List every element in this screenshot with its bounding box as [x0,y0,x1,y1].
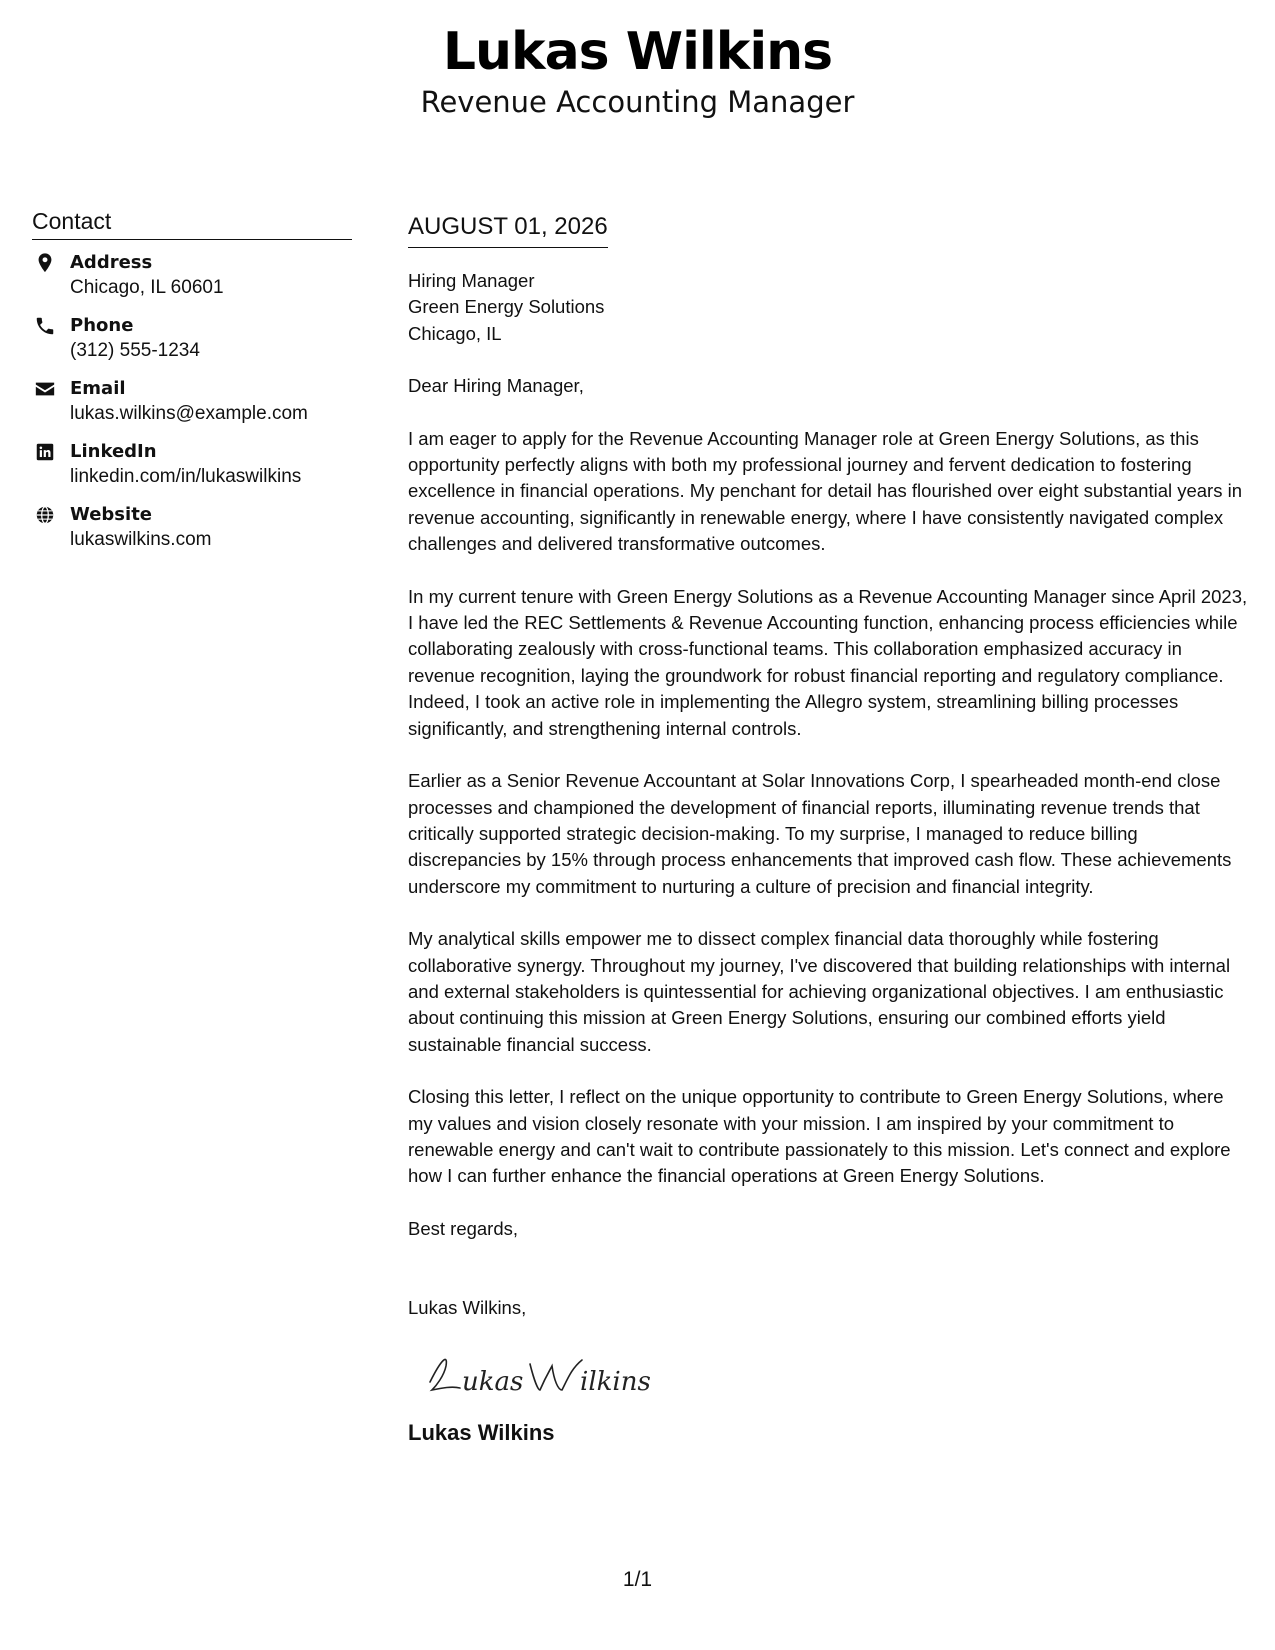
contact-heading: Contact [32,206,352,240]
recipient-line: Chicago, IL [408,322,502,344]
phone-icon [34,315,56,337]
recipient-line: Green Energy Solutions [408,296,605,318]
recipient-block [408,268,1248,347]
contact-value[interactable]: lukaswilkins.com [70,529,212,550]
linkedin-icon [34,441,56,463]
contact-value[interactable]: lukas.wilkins@example.com [70,403,308,424]
contact-value: (312) 555-1234 [70,340,200,361]
map-pin-icon [34,252,56,274]
recipient-line: Hiring Manager [408,270,535,291]
letter-date: AUGUST 01, 2026 [408,210,608,248]
contact-label: Website [70,504,153,525]
contact-item-linkedin [32,439,352,489]
svg-text:ilkins: ilkins [580,1366,651,1397]
signature-image [422,1350,682,1400]
contact-item-phone [32,313,352,363]
applicant-name: Lukas Wilkins [442,22,833,82]
contact-label: Address [70,252,153,273]
contact-item-address [32,250,352,300]
sign-off-name: Lukas Wilkins, [408,1297,527,1319]
body-paragraph: I am eager to apply for the Revenue Accounting Manager role at Green Energy Solutions, as this opportunity perfectly aligns with both my professional journey and fervent dedication to fostering excellence in financial operations. My penchant for detail has flourished over eight substantial years in revenue accounting, significantly in renewable energy, where I have consistently navigated complex challenges and delivered transformative outcomes. [408,427,1243,555]
body-paragraph: Closing this letter, I reflect on the unique opportunity to contribute to Green Energy Solutions, where my values and vision closely resonate with your mission. I am inspired by your commitment to renewable energy and can't wait to contribute passionately to this mission. Let's connect and explore how I can further enhance the financial operations at Green Energy Solutions. [408,1086,1231,1187]
contact-label: Email [70,378,126,399]
applicant-title: Revenue Accounting Manager [420,85,855,119]
contact-value[interactable]: linkedin.com/in/lukaswilkins [70,466,302,487]
contact-item-email [32,376,352,426]
closing: Best regards, [408,1217,519,1239]
envelope-icon [34,378,56,400]
body-paragraph: In my current tenure with Green Energy Solutions as a Revenue Accounting Manager since April 2023, I have led the REC Settlements & Revenue Accounting function, enhancing process efficiencies while collaborating zealously with cross-functional teams. This collaboration emphasized accuracy in revenue recognition, laying the groundwork for robust financial reporting and regulatory compliance. Indeed, I took an active role in implementing the Allegro system, streamlining billing processes significantly, and strengthening internal controls. [408,585,1248,739]
letter-body [408,206,1248,1448]
globe-icon [34,504,56,526]
printed-name: Lukas Wilkins [408,1419,555,1445]
salutation: Dear Hiring Manager, [408,375,584,397]
letter-header [0,22,1275,120]
body-paragraph: Earlier as a Senior Revenue Accountant at Solar Innovations Corp, I spearheaded month-end close processes and championed the development of financial reports, illuminating revenue trends that critically supported strategic decision-making. To my surprise, I managed to reduce billing discrepancies by 15% through process enhancements that improved cash flow. These achievements underscore my commitment to nurturing a culture of precision and financial integrity. [408,770,1232,897]
contact-label: Phone [70,315,134,336]
body-paragraph: My analytical skills empower me to dissect complex financial data thoroughly while fostering collaborative synergy. Throughout my journey, I've discovered that building relationships with internal and external stakeholders is quintessential for achieving organizational objectives. I am enthusiastic about continuing this mission at Green Energy Solutions, ensuring our combined efforts yield sustainable financial success. [408,928,1231,1055]
contact-sidebar [32,206,352,565]
contact-label: LinkedIn [70,441,157,462]
contact-value: Chicago, IL 60601 [70,277,224,298]
contact-item-website [32,502,352,552]
svg-text:ukas: ukas [462,1366,524,1397]
page-number: 1/1 [622,1568,653,1591]
